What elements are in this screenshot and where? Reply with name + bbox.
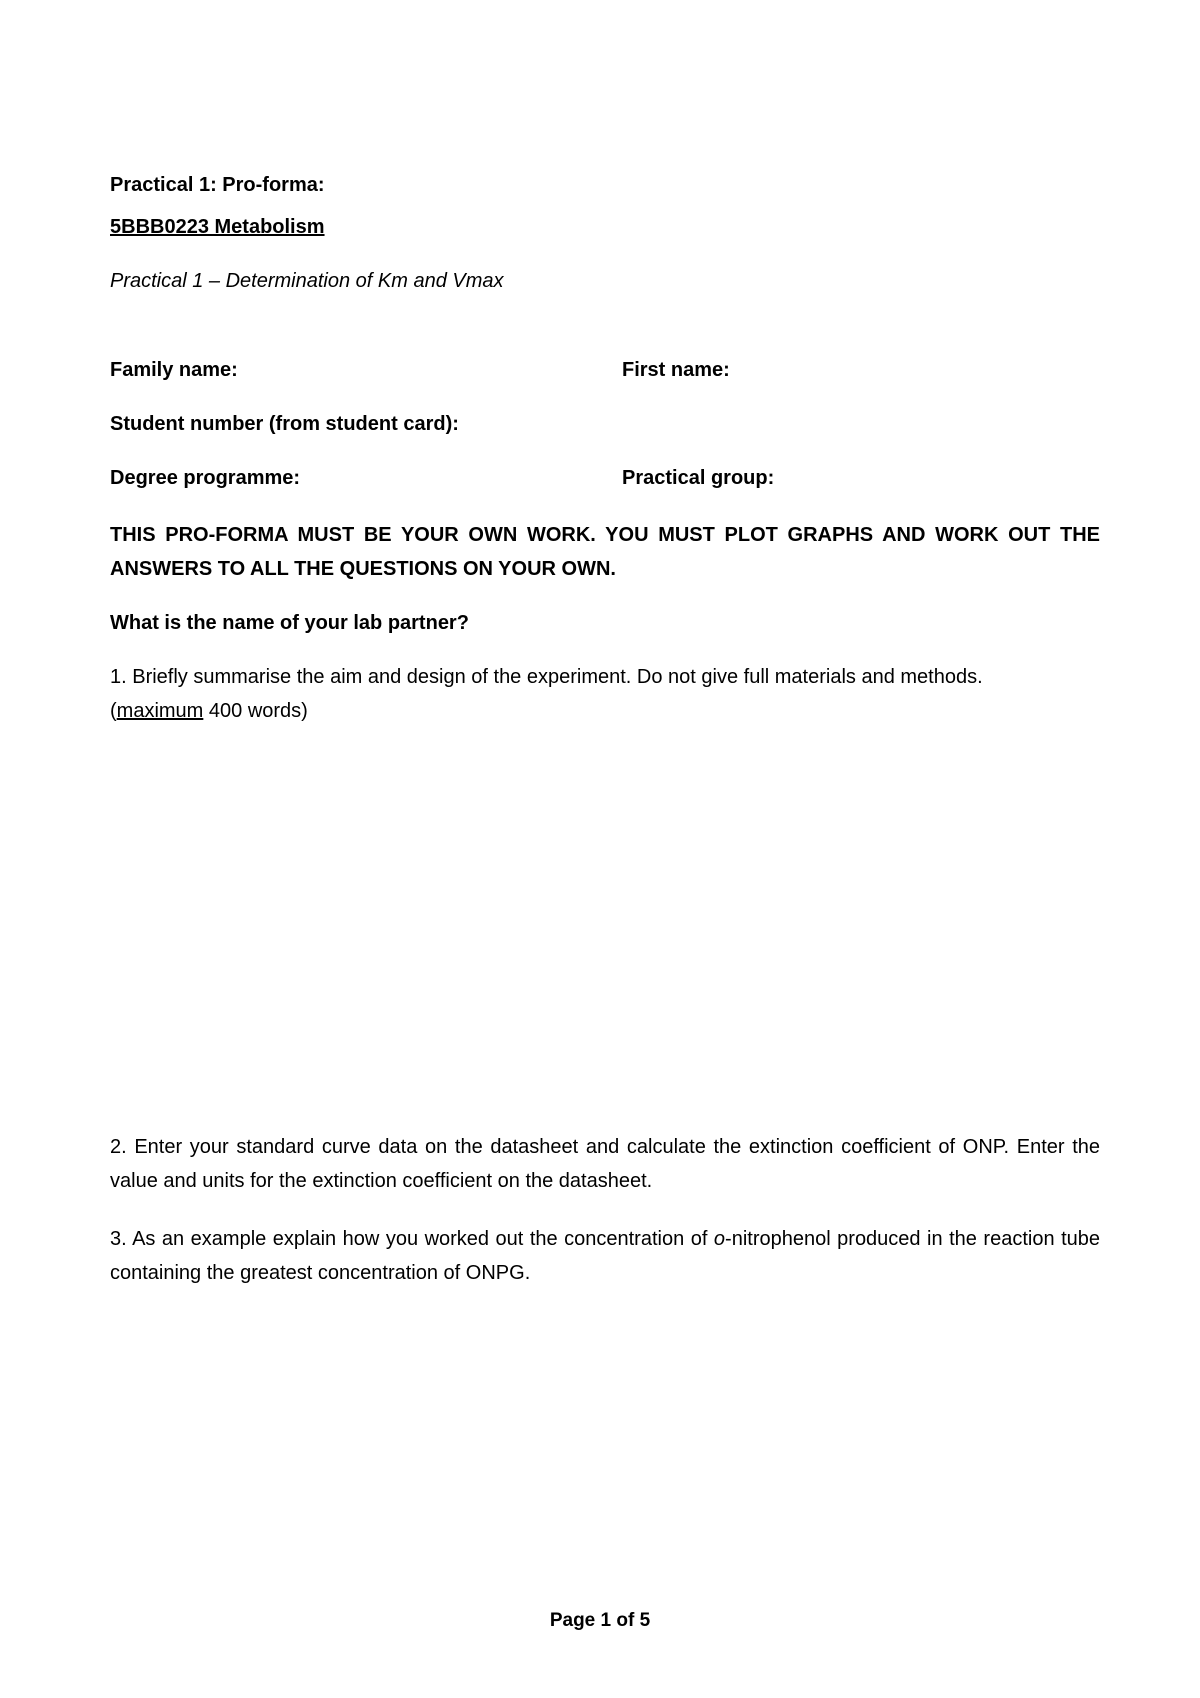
question-3-prefix: 3. As an example explain how you worked out the concentration of (110, 1228, 714, 1250)
student-number-label: Student number (from student card): (110, 413, 459, 435)
question-1-word-limit (110, 694, 1100, 728)
question-3-suffix: -nitrophenol produced in the reaction tube containing the greatest concentration of ONPG. (110, 1228, 1100, 1284)
word-limit-count: 400 words) (203, 700, 308, 722)
word-limit-paren: ( (110, 700, 117, 722)
question-2: 2. Enter your standard curve data on the datasheet and calculate the extinction coefficient of ONP. Enter the value and units for the extinction coefficient on the datasheet. (110, 1136, 1100, 1192)
practical-group-label: Practical group: (622, 467, 775, 489)
own-work-warning: THIS PRO-FORMA MUST BE YOUR OWN WORK. YOU MUST PLOT GRAPHS AND WORK OUT THE ANSWERS TO ALL THE QUESTIONS ON YOUR OWN. (110, 524, 1100, 580)
question-1 (110, 660, 1100, 728)
family-name-label: Family name: (110, 359, 238, 381)
question-3 (110, 1222, 1100, 1290)
module-code: 5BBB0223 Metabolism (110, 216, 325, 238)
page-number: Page 1 of 5 (549, 1610, 651, 1631)
page-title: Practical 1: Pro-forma: (110, 174, 325, 196)
word-limit-maximum: maximum (116, 700, 204, 722)
question-3-italic: o (713, 1228, 726, 1250)
lab-partner-question: What is the name of your lab partner? (110, 612, 469, 634)
first-name-label: First name: (622, 359, 730, 381)
question-1-text: 1. Briefly summarise the aim and design of the experiment. Do not give full materials and methods. (110, 666, 983, 688)
practical-subtitle: Practical 1 – Determination of Km and Vmax (110, 270, 504, 292)
degree-programme-label: Degree programme: (110, 467, 301, 489)
